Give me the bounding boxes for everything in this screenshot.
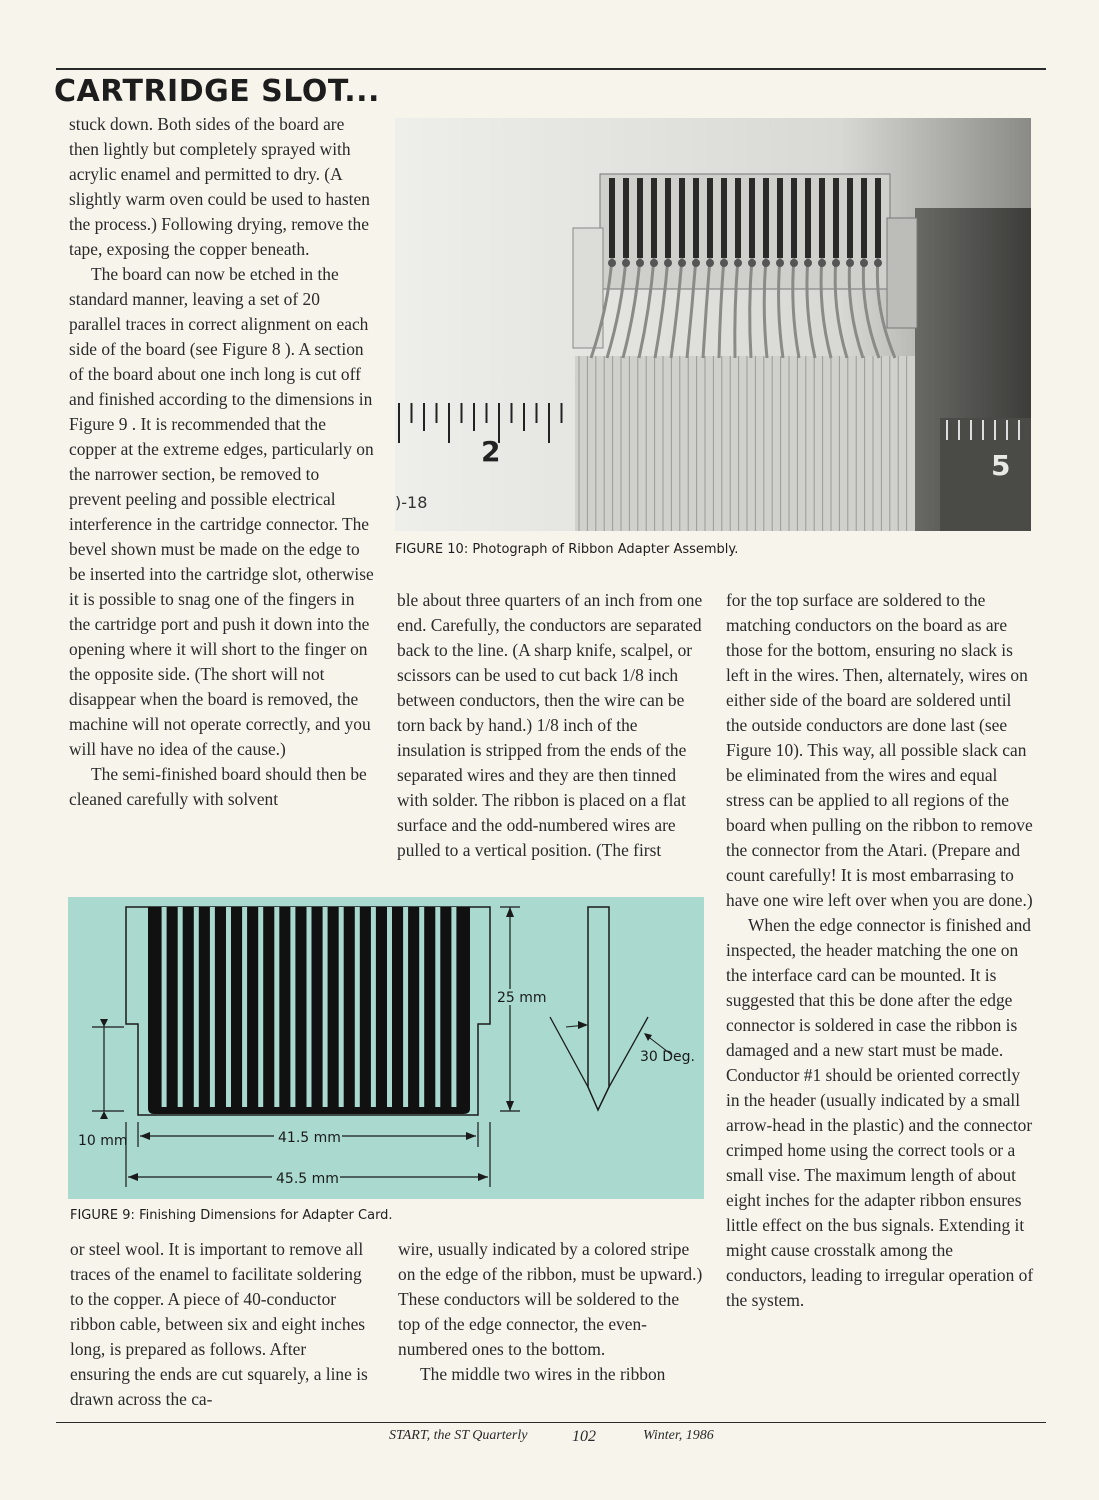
finger-gap: [387, 907, 392, 1107]
finger-gap: [307, 907, 312, 1107]
figure-9-caption: FIGURE 9: Finishing Dimensions for Adapter Card.: [70, 1208, 393, 1223]
finger-gap: [290, 907, 295, 1107]
solder-joint: [608, 259, 616, 267]
finger-gap: [178, 907, 183, 1107]
finger-gap: [274, 907, 279, 1107]
board-finger: [875, 178, 881, 258]
solder-joint: [622, 259, 630, 267]
finger-gap: [403, 907, 408, 1107]
paragraph: for the top surface are soldered to the matching conductors on the board as are those for the bottom, ensuring no slack is left in the wires. Then, alternately, wires on either side of the board are soldered until the outside conductors are done last (see Figure 10). This way, all possible slack can be eliminated from the wires and equal stress can be applied to all regions of the board when pulling on the ribbon to remove the connector from the Atari. (Prepare and count carefully! It is most embarrasing to have one wire left over when you are done.): [726, 590, 1033, 910]
solder-joint: [804, 259, 812, 267]
finger-gap: [419, 907, 424, 1107]
finger-gap: [339, 907, 344, 1107]
figure-10-caption: FIGURE 10: Photograph of Ribbon Adapter Assembly.: [395, 542, 739, 557]
finger-gap: [210, 907, 215, 1107]
board-finger: [791, 178, 797, 258]
solder-joint: [762, 259, 770, 267]
solder-joint: [790, 259, 798, 267]
figure-10-photo: [395, 118, 1031, 531]
solder-joint: [832, 259, 840, 267]
figure-9-diagram: [68, 897, 704, 1199]
solder-joint: [650, 259, 658, 267]
finger-gap: [258, 907, 263, 1107]
solder-joint: [734, 259, 742, 267]
solder-joint: [776, 259, 784, 267]
footer-date: Winter, 1986: [643, 1428, 714, 1443]
finger-gap: [162, 907, 167, 1107]
dimension-label-45-5mm: 45.5 mm: [276, 1171, 339, 1187]
solder-joint: [874, 259, 882, 267]
board-finger: [637, 178, 643, 258]
solder-joint: [720, 259, 728, 267]
dimension-label-41-5mm: 41.5 mm: [278, 1130, 341, 1146]
solder-joint: [748, 259, 756, 267]
board-finger: [721, 178, 727, 258]
ruler-number: 2: [481, 435, 501, 468]
column-3: [726, 588, 1036, 1313]
finger-gap: [371, 907, 376, 1107]
board-finger: [861, 178, 867, 258]
ruler-number: 5: [991, 449, 1011, 482]
paragraph: The semi-finished board should then be cleaned carefully with solvent: [69, 764, 367, 809]
board-finger: [679, 178, 685, 258]
bottom-rule: [56, 1422, 1046, 1423]
solder-joint: [678, 259, 686, 267]
column-1-top: [69, 112, 374, 812]
solder-joint: [664, 259, 672, 267]
board-finger: [833, 178, 839, 258]
finger-gap: [451, 907, 456, 1107]
solder-joint: [636, 259, 644, 267]
solder-joint: [818, 259, 826, 267]
paragraph: The middle two wires in the ribbon: [420, 1364, 666, 1384]
board-finger: [749, 178, 755, 258]
column-2-top: [397, 588, 707, 863]
finger-gap: [323, 907, 328, 1107]
paragraph: ble about three quarters of an inch from one end. Carefully, the conductors are separated back to the line. (A sharp knife, scalpel, or scissors can be used to cut back 1/8 inch between conductors, then the wire can be torn back by hand.) 1/8 inch of the insulation is stripped from the ends of the separated wires and they are then tinned with solder. The ribbon is placed on a flat surface and the odd-numbered wires are pulled to a vertical position. (The first: [397, 590, 703, 860]
column-1-bottom: [70, 1237, 370, 1412]
board-finger: [805, 178, 811, 258]
board-finger: [623, 178, 629, 258]
dimension-label-25mm: 25 mm: [497, 990, 547, 1006]
top-rule: [56, 68, 1046, 70]
ruler-mark: )-18: [395, 493, 428, 512]
board-finger: [735, 178, 741, 258]
angle-label: 30 Deg.: [640, 1049, 695, 1065]
board-finger: [707, 178, 713, 258]
finger-gap: [226, 907, 231, 1107]
board-finger: [651, 178, 657, 258]
board-finger: [609, 178, 615, 258]
board-finger: [665, 178, 671, 258]
dimension-label-10mm: 10 mm: [78, 1133, 128, 1149]
column-2-bottom: [398, 1237, 703, 1387]
paragraph: stuck down. Both sides of the board are then lightly but completely sprayed with acrylic enamel and permitted to dry. (A slightly warm oven could be used to hasten the process.) Following drying, remove the tape, exposing the copper beneath.: [69, 114, 370, 259]
paragraph: or steel wool. It is important to remove all traces of the enamel to facilitate soldering to the copper. A piece of 40-conductor ribbon cable, between six and eight inches long, is prepared as follows. After ensuring the ends are cut squarely, a line is drawn across the ca-: [70, 1239, 368, 1409]
finger-gap: [242, 907, 247, 1107]
solder-joint: [692, 259, 700, 267]
board-finger: [819, 178, 825, 258]
section-heading: CARTRIDGE SLOT...: [54, 74, 380, 109]
footer-magazine: START, the ST Quarterly: [389, 1428, 528, 1443]
board-finger: [763, 178, 769, 258]
solder-joint: [706, 259, 714, 267]
finger-gap: [355, 907, 360, 1107]
footer-page-number: 102: [572, 1428, 596, 1445]
board-finger: [693, 178, 699, 258]
paragraph: When the edge connector is finished and inspected, the header matching the one on the interface card can be mounted. It is suggested that this be done after the edge connector is soldered in case the ribbon is damaged and a new start must be made. Conductor #1 should be oriented correctly in the header (usually indicated by a small arrow-head in the plastic) and the connector crimped home using the correct tools or a small vise. The maximum length of about eight inches for the adapter ribbon ensures little effect on the bus signals. Extending it might cause crosstalk among the conductors, leading to irregular operation of the system.: [726, 915, 1034, 1310]
paragraph: wire, usually indicated by a colored stripe on the edge of the ribbon, must be upward.) These conductors will be soldered to the top of the edge connector, the even-numbered ones to the bottom.: [398, 1239, 703, 1359]
solder-joint: [860, 259, 868, 267]
paragraph: The board can now be etched in the standard manner, leaving a set of 20 parallel traces in correct alignment on each side of the board (see Figure 8 ). A section of the board about one inch long is cut off and finished according to the dimensions in Figure 9 . It is recommended that the copper at the extreme edges, particularly on the narrower section, be removed to prevent peeling and possible electrical interference in the cartridge connector. The bevel shown must be made on the edge to be inserted into the cartridge slot, otherwise it is possible to snag one of the fingers in the cartridge port and push it down into the opening where it will short to the finger on the opposite side. (The short will not disappear when the board is removed, the machine will not operate correctly, and you will have no idea of the cause.): [69, 264, 374, 759]
solder-joint: [846, 259, 854, 267]
board-finger: [777, 178, 783, 258]
board-finger: [847, 178, 853, 258]
finger-gap: [435, 907, 440, 1107]
finger-gap: [194, 907, 199, 1107]
